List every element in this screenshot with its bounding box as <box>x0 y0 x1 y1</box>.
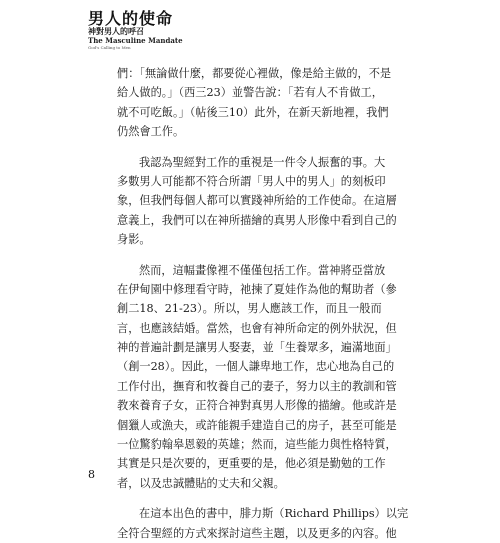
book-subtitle-english: God's Calling to Men <box>88 45 131 50</box>
text-line: 個獵人或漁夫，或許能親手建造自己的房子，甚至可能是 <box>117 418 397 432</box>
text-line: 給人做的。」（西三23）並警告說：「若有人不肯做工， <box>117 86 383 100</box>
text-line: 仍然會工作。 <box>117 125 185 139</box>
book-subtitle: 神對男人的呼召 <box>88 27 144 36</box>
text-line: 身影。 <box>117 233 151 247</box>
text-line: 者，以及忠誠體貼的丈夫和父親。 <box>117 476 285 490</box>
text-line: 言，也應該結婚。當然，也會有神所命定的例外狀況，但 <box>117 321 397 335</box>
paragraph <box>117 261 397 494</box>
book-title-english: The Masculine Mandate <box>88 36 183 45</box>
text-line: 在伊甸園中修理看守時，祂揀了夏娃作為他的幫助者（參 <box>117 282 397 296</box>
paragraph <box>117 504 409 543</box>
text-line: 多數男人可能都不符合所謂「男人中的男人」的刻板印 <box>117 174 386 188</box>
text-line: 創二18、21-23）。所以，男人應該工作，而且一般而 <box>117 302 382 316</box>
text-line: 意義上，我們可以在神所描繪的真男人形像中看到自己的 <box>117 213 397 227</box>
text-line: 在這本出色的書中，腓力斯（Richard Phillips）以完 <box>139 507 409 521</box>
text-line: 們：「無論做什麼，都要從心裡做，像是給主做的，不是 <box>117 67 392 80</box>
text-line: 象，但我們每個人都可以實踐神所給的工作使命。在這層 <box>117 194 397 208</box>
text-line: （創一28）。因此，一個人謙卑地工作，忠心地為自己的 <box>117 360 395 374</box>
book-header <box>88 10 288 50</box>
paragraph <box>117 64 392 142</box>
body-text <box>117 64 409 543</box>
text-line: 其實是只是次要的，更重要的是，他必須是勤勉的工作 <box>117 457 386 471</box>
text-line: 我認為聖經對工作的重視是一件令人振奮的事。大 <box>139 155 386 169</box>
text-line: 然而，這幅畫像裡不僅僅包括工作。當神將亞當放 <box>139 263 386 277</box>
text-line: 工作付出，撫育和牧養自己的妻子，努力以主的教訓和管 <box>117 379 397 393</box>
text-line: 神的普遍計劃是讓男人娶妻，並「生養眾多，遍滿地面」 <box>117 341 397 355</box>
text-line: 全符合聖經的方式來探討這些主題，以及更多的內容。他 <box>117 526 397 540</box>
text-line: 一位驚豹翰皋恩毅的英雄；然而，這些能力與性格特質， <box>117 438 397 452</box>
text-line: 就不可吃飯。」（帖後三10）此外，在新天新地裡，我們 <box>117 105 389 119</box>
text-line: 教來養育子女，正符合神對真男人形像的描繪。他或許是 <box>117 399 397 413</box>
page-number: 8 <box>88 468 95 481</box>
paragraph <box>117 153 397 250</box>
book-title: 男人的使命 <box>88 9 174 28</box>
